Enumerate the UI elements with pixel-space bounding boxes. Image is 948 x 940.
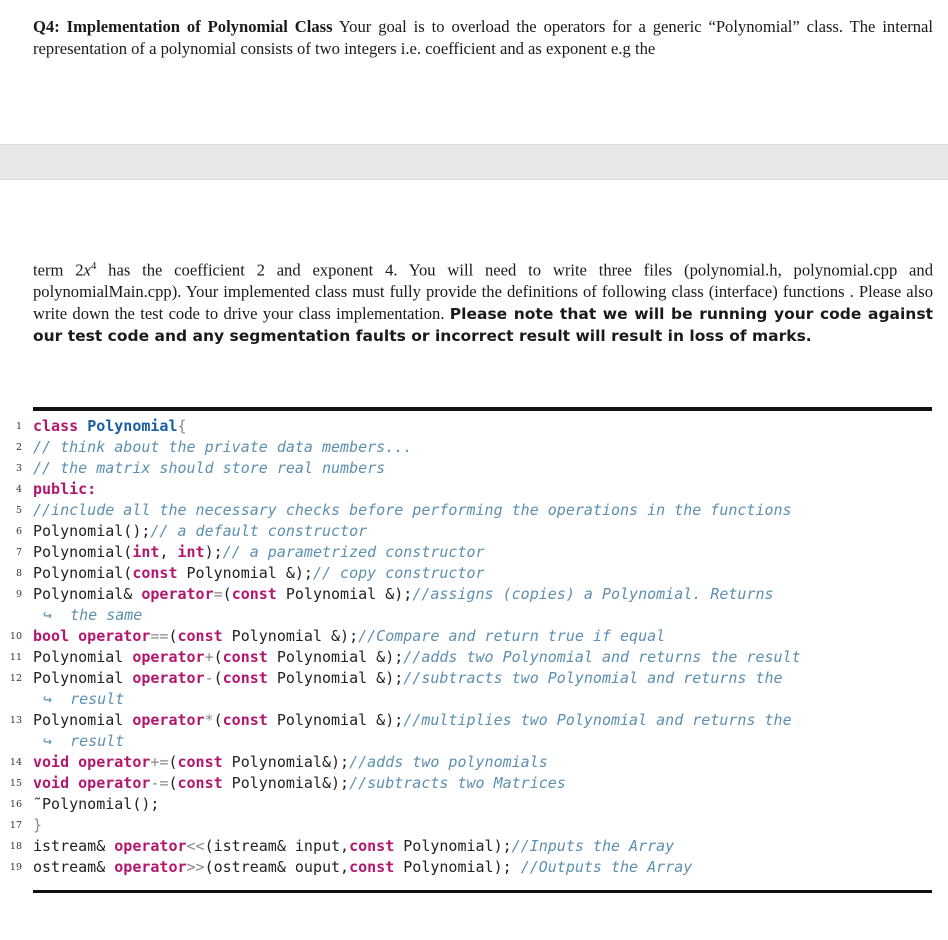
keyword: const (222, 711, 268, 729)
comment: //Outputs the Array (520, 858, 693, 876)
keyword: const (177, 753, 223, 771)
operator-symbol: += (150, 753, 169, 771)
keyword: class (33, 417, 79, 435)
keyword: void (33, 753, 70, 771)
page-break-band (0, 144, 948, 180)
code-line (0, 542, 948, 563)
line-number: 13 (9, 715, 22, 726)
code: Polynomial &); (267, 711, 404, 729)
code: ( (168, 627, 178, 645)
class-name: Polynomial (87, 417, 178, 435)
line-number: 1 (15, 421, 22, 432)
line-number: 2 (15, 442, 22, 453)
keyword: operator (78, 774, 151, 792)
code: , (159, 543, 178, 561)
code: Polynomial &); (177, 564, 313, 582)
keyword: const (177, 774, 223, 792)
keyword: operator (132, 711, 205, 729)
keyword: const (231, 585, 277, 603)
code-line (0, 752, 948, 773)
code: (istream& input, (204, 837, 350, 855)
code: Polynomial( (33, 564, 133, 582)
code: Polynomial( (33, 543, 133, 561)
code-line (0, 668, 948, 689)
comment: // the matrix should store real numbers (33, 459, 386, 477)
code: Polynomial &); (222, 627, 359, 645)
code-line (0, 647, 948, 668)
comment: //Inputs the Array (511, 837, 675, 855)
code: ostream& (33, 858, 115, 876)
keyword: int (132, 543, 160, 561)
code: ( (213, 711, 223, 729)
code: Polynomial &); (276, 585, 413, 603)
line-number: 6 (15, 526, 22, 537)
code: ( (168, 774, 178, 792)
comment: //include all the necessary checks before performing the operations in the functions (33, 501, 792, 519)
comment: //adds two Polynomial and returns the result (403, 648, 801, 666)
comment: // a parametrized constructor (222, 543, 485, 561)
brace: { (177, 417, 187, 435)
code-line (0, 437, 948, 458)
code: (ostream& ouput, (204, 858, 350, 876)
keyword: operator (114, 858, 187, 876)
comment: // think about the private data members... (33, 438, 413, 456)
code: Polynomial &); (267, 648, 404, 666)
comment: result (70, 690, 125, 708)
line-number: 14 (9, 757, 22, 768)
comment: //assigns (copies) a Polynomial. Returns (412, 585, 774, 603)
keyword: operator (141, 585, 214, 603)
term-variable: x (83, 260, 91, 280)
question-intro-paragraph (33, 16, 933, 59)
comment: //Compare and return true if equal (358, 627, 666, 645)
code: Polynomial& (33, 585, 142, 603)
code-line (0, 479, 948, 500)
question-body-paragraph (33, 256, 933, 348)
code-line-continuation (0, 605, 948, 626)
code-line (0, 626, 948, 647)
question-heading: Q4: Implementation of Polynomial Class (33, 17, 333, 36)
line-number: 18 (9, 841, 22, 852)
comment: //adds two polynomials (349, 753, 548, 771)
comment: //subtracts two Matrices (349, 774, 566, 792)
code: ( (213, 648, 223, 666)
code-line-continuation (0, 689, 948, 710)
code-listing (0, 416, 948, 878)
line-number: 9 (15, 589, 22, 600)
term-exponent: 4 (90, 260, 97, 272)
line-number: 17 (9, 820, 22, 831)
keyword: const (177, 627, 223, 645)
destructor: ˜Polynomial(); (33, 795, 160, 813)
code-line (0, 773, 948, 794)
comment: // a default constructor (150, 522, 368, 540)
operator-symbol: + (204, 648, 214, 666)
keyword: operator (132, 669, 205, 687)
operator-symbol: >> (186, 858, 205, 876)
keyword: const (349, 858, 395, 876)
access-specifier: public: (33, 480, 97, 498)
code: Polynomial &); (267, 669, 404, 687)
keyword: bool (33, 627, 70, 645)
code: Polynomial(); (33, 522, 151, 540)
comment: // copy constructor (312, 564, 485, 582)
line-number: 10 (9, 631, 22, 642)
code-line (0, 794, 948, 815)
code: Polynomial (33, 711, 133, 729)
line-number: 5 (15, 505, 22, 516)
line-number: 19 (9, 862, 22, 873)
term-prefix: term 2 (33, 260, 84, 280)
operator-symbol: * (204, 711, 214, 729)
keyword: operator (132, 648, 205, 666)
wrap-arrow-icon: ↪ (43, 606, 53, 624)
keyword: operator (78, 627, 151, 645)
line-number: 12 (9, 673, 22, 684)
comment: //subtracts two Polynomial and returns the (403, 669, 783, 687)
body-text: has the coefficient 2 and exponent 4. You will need to write three files (polynomial.h, polynomial.cpp and polynomialMain.cpp). Your implemented class must fully provide the definitions of following class (interface) functions . Please also write down the test code to drive your class implementation. (33, 260, 933, 323)
wrap-arrow-icon: ↪ (43, 732, 53, 750)
code-line (0, 521, 948, 542)
line-number: 15 (9, 778, 22, 789)
code-line (0, 500, 948, 521)
brace: } (33, 816, 43, 834)
comment: the same (70, 606, 143, 624)
keyword: const (349, 837, 395, 855)
code-line (0, 416, 948, 437)
keyword: const (222, 669, 268, 687)
code: Polynomial&); (222, 774, 350, 792)
line-number: 7 (15, 547, 22, 558)
code-bottom-rule (33, 890, 932, 893)
code-line (0, 458, 948, 479)
keyword: int (177, 543, 205, 561)
code: istream& (33, 837, 115, 855)
code: Polynomial); (394, 858, 521, 876)
operator-symbol: - (204, 669, 214, 687)
code-line (0, 857, 948, 878)
operator-symbol: == (150, 627, 169, 645)
line-number: 3 (15, 463, 22, 474)
code: Polynomial); (394, 837, 512, 855)
intro-text: Your goal is to overload the operators for a generic “Polynomial” class. The internal representation of a polynomial consists of two integers i.e. coefficient and as exponent e.g the (33, 17, 933, 58)
code: Polynomial (33, 648, 133, 666)
code: Polynomial&); (222, 753, 350, 771)
keyword: operator (78, 753, 151, 771)
code-line (0, 836, 948, 857)
code-line (0, 563, 948, 584)
code: ); (204, 543, 223, 561)
line-number: 16 (9, 799, 22, 810)
code: Polynomial (33, 669, 133, 687)
keyword: const (132, 564, 178, 582)
code-top-rule (33, 407, 932, 411)
operator-symbol: = (213, 585, 223, 603)
code-line (0, 815, 948, 836)
code-line-continuation (0, 731, 948, 752)
line-number: 4 (15, 484, 22, 495)
comment: //multiplies two Polynomial and returns the (403, 711, 792, 729)
code: ( (213, 669, 223, 687)
wrap-arrow-icon: ↪ (43, 690, 53, 708)
bold-note: Please note that we will be running your code against our test code and any segmentation faults or incorrect result will result in loss of marks. (33, 304, 933, 346)
code: ( (168, 753, 178, 771)
operator-symbol: -= (150, 774, 169, 792)
keyword: operator (114, 837, 187, 855)
operator-symbol: << (186, 837, 205, 855)
keyword: void (33, 774, 70, 792)
code-line (0, 584, 948, 605)
code: ( (222, 585, 232, 603)
line-number: 11 (9, 652, 22, 663)
line-number: 8 (15, 568, 22, 579)
code-line (0, 710, 948, 731)
keyword: const (222, 648, 268, 666)
comment: result (70, 732, 125, 750)
